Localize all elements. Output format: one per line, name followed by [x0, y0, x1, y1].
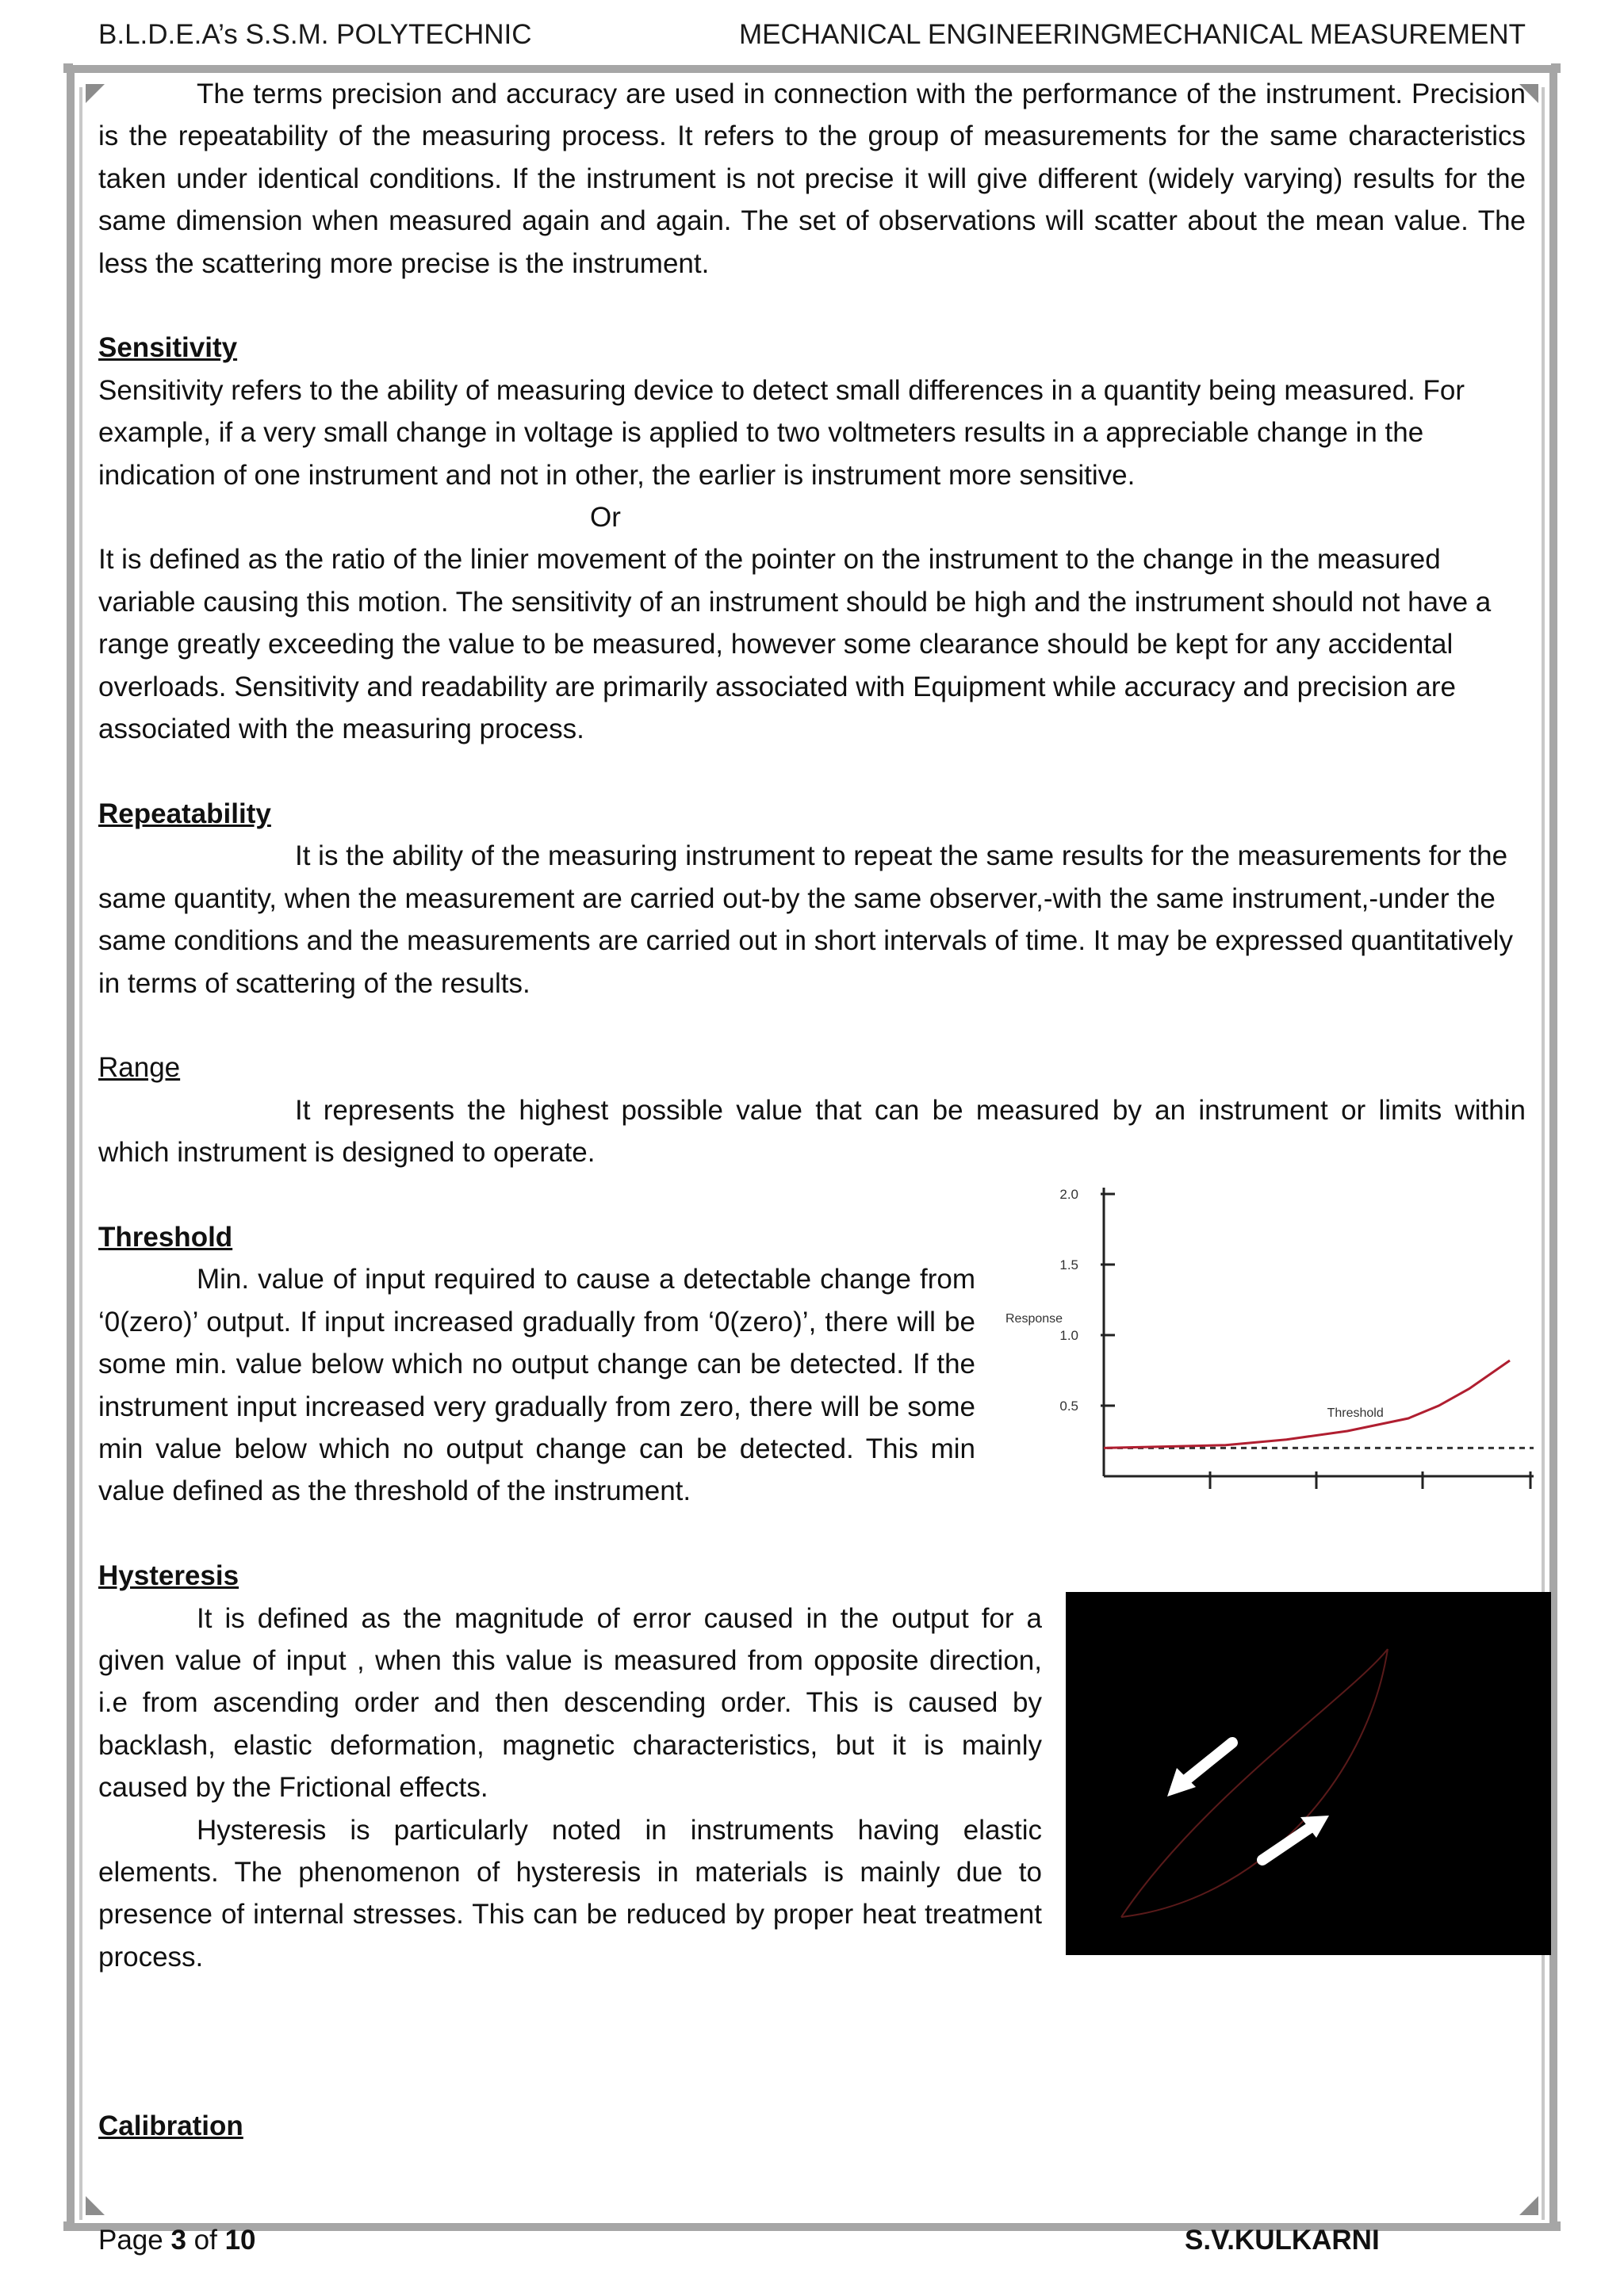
threshold-chart-svg	[996, 1180, 1543, 1497]
header-department: MECHANICAL ENGINEERING	[739, 19, 1122, 50]
hysteresis-paragraph-2: Hysteresis is particularly noted in instruments having elastic elements. The phenomenon of hysteresis in materials is mainly due to presence of internal stresses. This can be reduced by proper heat treatment process.	[98, 1814, 1042, 1973]
threshold-annotation: Threshold	[1327, 1406, 1384, 1421]
repeatability-heading: Repeatability	[98, 798, 271, 829]
header-institute: B.L.D.E.A’s S.S.M. POLYTECHNIC	[98, 19, 532, 50]
sensitivity-paragraph-1: Sensitivity refers to the ability of measuring device to detect small differences in a quantity being measured. For example, if a very small change in voltage is applied to two voltmeters results in a appreciable change in the indication of one instrument and not in other, the earlier is instrument more sensitive.	[98, 374, 1465, 491]
corner-dot-bottom-left	[63, 2221, 73, 2231]
chart-y-tick-label: 0.5	[1059, 1399, 1078, 1414]
ascending-arrow-icon	[1262, 1816, 1329, 1860]
corner-dot-top-left	[63, 63, 73, 73]
hysteresis-loop-upper	[1121, 1649, 1388, 1917]
hysteresis-heading: Hysteresis	[98, 1560, 239, 1592]
descending-arrow-icon	[1167, 1743, 1232, 1797]
repeatability-paragraph: It is the ability of the measuring instrument to repeat the same results for the measurements for the same quantity, when the measurement are carried out-by the same observer,-with the same instrument,-under the same conditions and the measurements are carried out in short intervals of time. It may be expressed quantitatively in terms of scattering of the results.	[98, 840, 1513, 999]
hysteresis-figure	[1066, 1592, 1551, 1955]
chart-y-ticks	[1059, 1187, 1115, 1414]
corner-dot-bottom-right	[1551, 2221, 1561, 2231]
hysteresis-loop-svg	[1066, 1592, 1551, 1955]
hysteresis-paragraph-1: It is defined as the magnitude of error caused in the output for a given value of input , when this value is measured from opposite direction, i.e from ascending order and then descending order. This is caused by backlash, elastic deformation, magnetic characteristics, but it is mainly caused by the Frictional effects.	[98, 1602, 1042, 1804]
page-border-left-inner	[79, 87, 82, 2220]
threshold-paragraph: Min. value of input required to cause a detectable change from ‘0(zero)’ output. If input increased gradually from ‘0(zero)’, there will be some min. value below which no output change can be detected. If the instrument input increased very gradually from zero, there will be some min value below which no output change can be detected. This min value defined as the threshold of the instrument.	[98, 1264, 975, 1507]
corner-triangle-bottom-left	[86, 2196, 105, 2215]
range-heading: Range	[98, 1052, 181, 1084]
chart-y-tick-label: 1.0	[1059, 1328, 1078, 1343]
calibration-heading: Calibration	[98, 2110, 243, 2142]
response-curve	[1104, 1360, 1510, 1448]
page-border-top	[67, 65, 1557, 73]
or-separator: Or	[590, 502, 621, 534]
sensitivity-paragraph-2: It is defined as the ratio of the linier movement of the pointer on the instrument to the change in the measured variable causing this motion. The sensitivity of an instrument should be high and the instrument should not have a range greatly exceeding the value to be measured, however some clearance should be kept for any accidental overloads. Sensitivity and readability are primarily associated with Equipment while accuracy and precision are associated with the measuring process.	[98, 544, 1492, 745]
chart-y-tick-label: 1.5	[1059, 1257, 1078, 1272]
corner-dot-top-right	[1551, 63, 1561, 73]
page-number: Page 3 of 10	[98, 2225, 256, 2256]
intro-paragraph: The terms precision and accuracy are used in connection with the performance of the instrument. Precision is the repeatability of the measuring process. It refers to the group of measurements for the same characteristics taken under identical conditions. If the instrument is not precise it will give different (widely varying) results for the same dimension when measured again and again. The set of observations will scatter about the mean value. The less the scattering more precise is the instrument.	[98, 78, 1526, 279]
chart-y-tick-label: 2.0	[1059, 1187, 1078, 1202]
page-header	[98, 19, 1526, 59]
author-name: S.V.KULKARNI	[1185, 2225, 1380, 2256]
header-subject: MECHANICAL MEASUREMENT	[1120, 19, 1526, 50]
page-footer	[98, 2225, 1526, 2264]
chart-y-label: Response	[1005, 1312, 1063, 1326]
page-border-left	[67, 65, 75, 2231]
sensitivity-heading: Sensitivity	[98, 332, 238, 364]
corner-triangle-bottom-right	[1519, 2196, 1538, 2215]
threshold-heading: Threshold	[98, 1221, 233, 1253]
chart-x-ticks	[1210, 1471, 1530, 1489]
range-paragraph: It represents the highest possible value that can be measured by an instrument or limits within which instrument is designed to operate.	[98, 1094, 1526, 1169]
threshold-chart	[996, 1180, 1543, 1497]
